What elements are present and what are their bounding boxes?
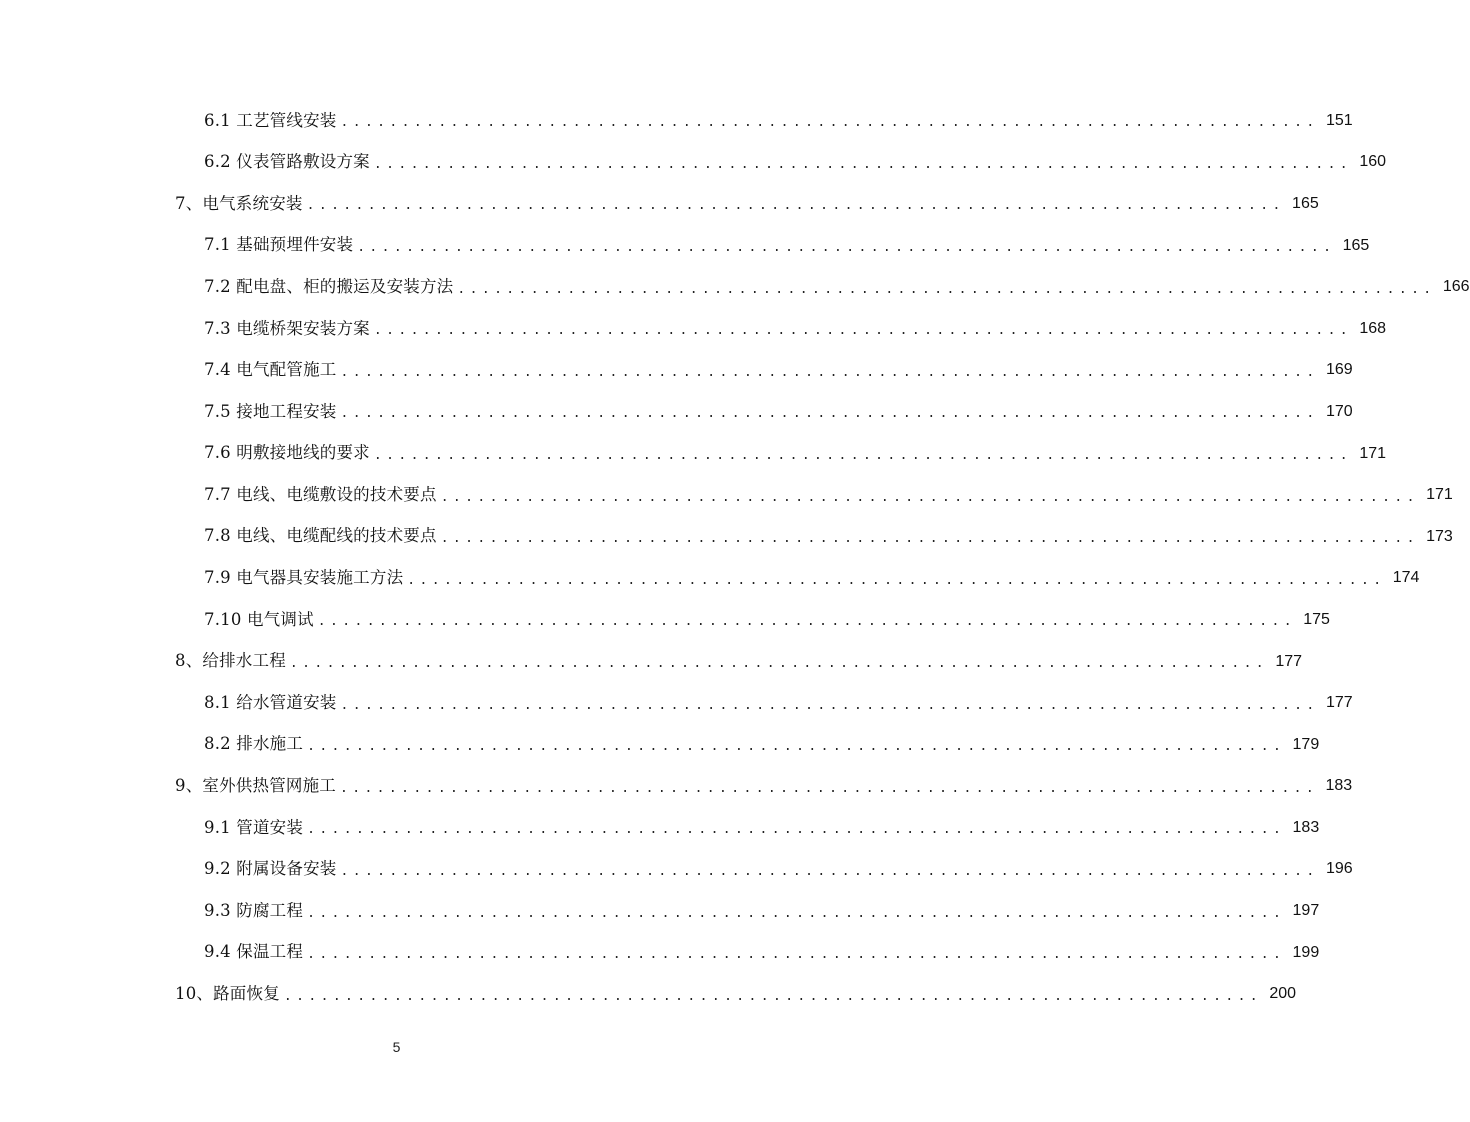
toc-leader-dots: ................................................................................ bbox=[307, 822, 1286, 838]
toc-entry-9[interactable] bbox=[0, 766, 1353, 808]
toc-entry-page: 170 bbox=[1325, 402, 1353, 420]
toc-entry-title: 7.4 电气配管施工 bbox=[204, 360, 337, 380]
toc-leader-dots: ................................................................................ bbox=[340, 364, 1319, 380]
toc-entry-page: 196 bbox=[1325, 860, 1353, 878]
toc-entry-page: 160 bbox=[1359, 153, 1387, 171]
toc-entry-7-1[interactable] bbox=[0, 225, 1370, 267]
toc-leader-dots: ................................................................................ bbox=[307, 947, 1286, 963]
toc-leader-dots: ................................................................................ bbox=[317, 614, 1296, 630]
page-number: 5 bbox=[392, 1039, 401, 1055]
toc-entry-page: 177 bbox=[1275, 652, 1303, 670]
toc-entry-title: 6.1 工艺管线安装 bbox=[204, 110, 337, 130]
toc-leader-dots: ................................................................................ bbox=[283, 988, 1263, 1004]
toc-entry-title: 7.1 基础预埋件安装 bbox=[204, 235, 354, 255]
toc-entry-page: 171 bbox=[1359, 444, 1387, 462]
toc-entry-title: 7.6 明敷接地线的要求 bbox=[204, 443, 370, 463]
toc-entry-title: 9.4 保温工程 bbox=[204, 942, 304, 962]
toc-entry-7-9[interactable] bbox=[0, 558, 1420, 600]
toc-entry-page: 175 bbox=[1303, 610, 1330, 628]
toc-entry-title: 7.10 电气调试 bbox=[204, 609, 314, 629]
toc-entry-page: 200 bbox=[1269, 985, 1297, 1003]
toc-leader-dots: ................................................................................ bbox=[340, 780, 1319, 796]
toc-leader-dots: ................................................................................ bbox=[407, 572, 1386, 588]
toc-entry-page: 169 bbox=[1325, 361, 1353, 379]
toc-entry-page: 165 bbox=[1292, 194, 1319, 212]
toc-leader-dots: ................................................................................ bbox=[440, 531, 1419, 547]
toc-entry-title: 7.5 接地工程安装 bbox=[204, 401, 337, 421]
toc-entry-title: 9、室外供热管网施工 bbox=[175, 776, 336, 796]
toc-entry-9-3[interactable] bbox=[0, 890, 1320, 932]
toc-entry-page: 173 bbox=[1426, 527, 1453, 545]
toc-entry-7-7[interactable] bbox=[0, 474, 1453, 516]
toc-entry-page: 177 bbox=[1325, 694, 1353, 712]
toc-entry-title: 6.2 仪表管路敷设方案 bbox=[204, 152, 370, 172]
toc-entry-page: 171 bbox=[1426, 486, 1453, 504]
toc-entry-7[interactable] bbox=[0, 183, 1319, 225]
toc-leader-dots: ................................................................................ bbox=[307, 739, 1286, 755]
toc-entry-title: 7.7 电线、电缆敷设的技术要点 bbox=[204, 484, 437, 504]
toc-entry-title: 7.2 配电盘、柜的搬运及安装方法 bbox=[204, 276, 454, 296]
toc-entry-page: 174 bbox=[1392, 569, 1420, 587]
toc-entry-8-2[interactable] bbox=[0, 724, 1320, 766]
toc-entry-7-8[interactable] bbox=[0, 516, 1453, 558]
toc-entry-title: 7.8 电线、电缆配线的技术要点 bbox=[204, 526, 437, 546]
toc-entry-7-10[interactable] bbox=[0, 599, 1330, 641]
toc-entry-7-5[interactable] bbox=[0, 391, 1353, 433]
toc-leader-dots: ................................................................................ bbox=[340, 115, 1319, 131]
toc-entry-8[interactable] bbox=[0, 641, 1303, 683]
toc-entry-title: 7.9 电气器具安装施工方法 bbox=[204, 568, 404, 588]
toc-entry-page: 165 bbox=[1342, 236, 1370, 254]
toc-entry-title: 7、电气系统安装 bbox=[175, 193, 303, 213]
toc-entry-9-1[interactable] bbox=[0, 807, 1320, 849]
toc-entry-page: 168 bbox=[1359, 319, 1387, 337]
toc-entry-page: 183 bbox=[1325, 777, 1353, 795]
toc-leader-dots: ................................................................................ bbox=[289, 656, 1269, 672]
toc-entry-title: 8、给排水工程 bbox=[175, 651, 286, 671]
toc-entry-7-2[interactable] bbox=[0, 266, 1470, 308]
toc-leader-dots: ................................................................................ bbox=[440, 489, 1419, 505]
toc-leader-dots: ................................................................................ bbox=[307, 905, 1286, 921]
toc-entry-7-6[interactable] bbox=[0, 433, 1387, 475]
toc-leader-dots: ................................................................................ bbox=[306, 198, 1285, 214]
toc-entry-page: 199 bbox=[1292, 943, 1320, 961]
toc-leader-dots: ................................................................................ bbox=[373, 448, 1353, 464]
toc-entry-page: 151 bbox=[1325, 111, 1353, 129]
toc-entry-title: 10、路面恢复 bbox=[175, 984, 280, 1004]
toc-entry-8-1[interactable] bbox=[0, 682, 1353, 724]
table-of-contents bbox=[0, 100, 1470, 1015]
toc-entry-7-3[interactable] bbox=[0, 308, 1387, 350]
toc-entry-6-1[interactable] bbox=[0, 100, 1353, 142]
toc-entry-page: 179 bbox=[1292, 735, 1320, 753]
toc-entry-10[interactable] bbox=[0, 973, 1297, 1015]
toc-entry-title: 8.1 给水管道安装 bbox=[204, 692, 337, 712]
toc-entry-title: 9.1 管道安装 bbox=[204, 817, 304, 837]
toc-leader-dots: ................................................................................ bbox=[357, 240, 1336, 256]
toc-leader-dots: ................................................................................ bbox=[457, 281, 1436, 297]
toc-leader-dots: ................................................................................ bbox=[340, 406, 1319, 422]
toc-entry-title: 8.2 排水施工 bbox=[204, 734, 304, 754]
toc-entry-page: 183 bbox=[1292, 818, 1320, 836]
toc-entry-9-2[interactable] bbox=[0, 849, 1353, 891]
toc-entry-title: 9.3 防腐工程 bbox=[204, 900, 304, 920]
toc-entry-6-2[interactable] bbox=[0, 142, 1387, 184]
toc-entry-title: 9.2 附属设备安装 bbox=[204, 859, 337, 879]
toc-entry-9-4[interactable] bbox=[0, 932, 1320, 974]
toc-entry-7-4[interactable] bbox=[0, 350, 1353, 392]
toc-leader-dots: ................................................................................ bbox=[340, 697, 1319, 713]
toc-entry-page: 166 bbox=[1442, 278, 1470, 296]
toc-entry-title: 7.3 电缆桥架安装方案 bbox=[204, 318, 370, 338]
toc-leader-dots: ................................................................................ bbox=[373, 323, 1353, 339]
toc-entry-page: 197 bbox=[1292, 902, 1320, 920]
toc-leader-dots: ................................................................................ bbox=[373, 156, 1353, 172]
toc-leader-dots: ................................................................................ bbox=[340, 863, 1319, 879]
